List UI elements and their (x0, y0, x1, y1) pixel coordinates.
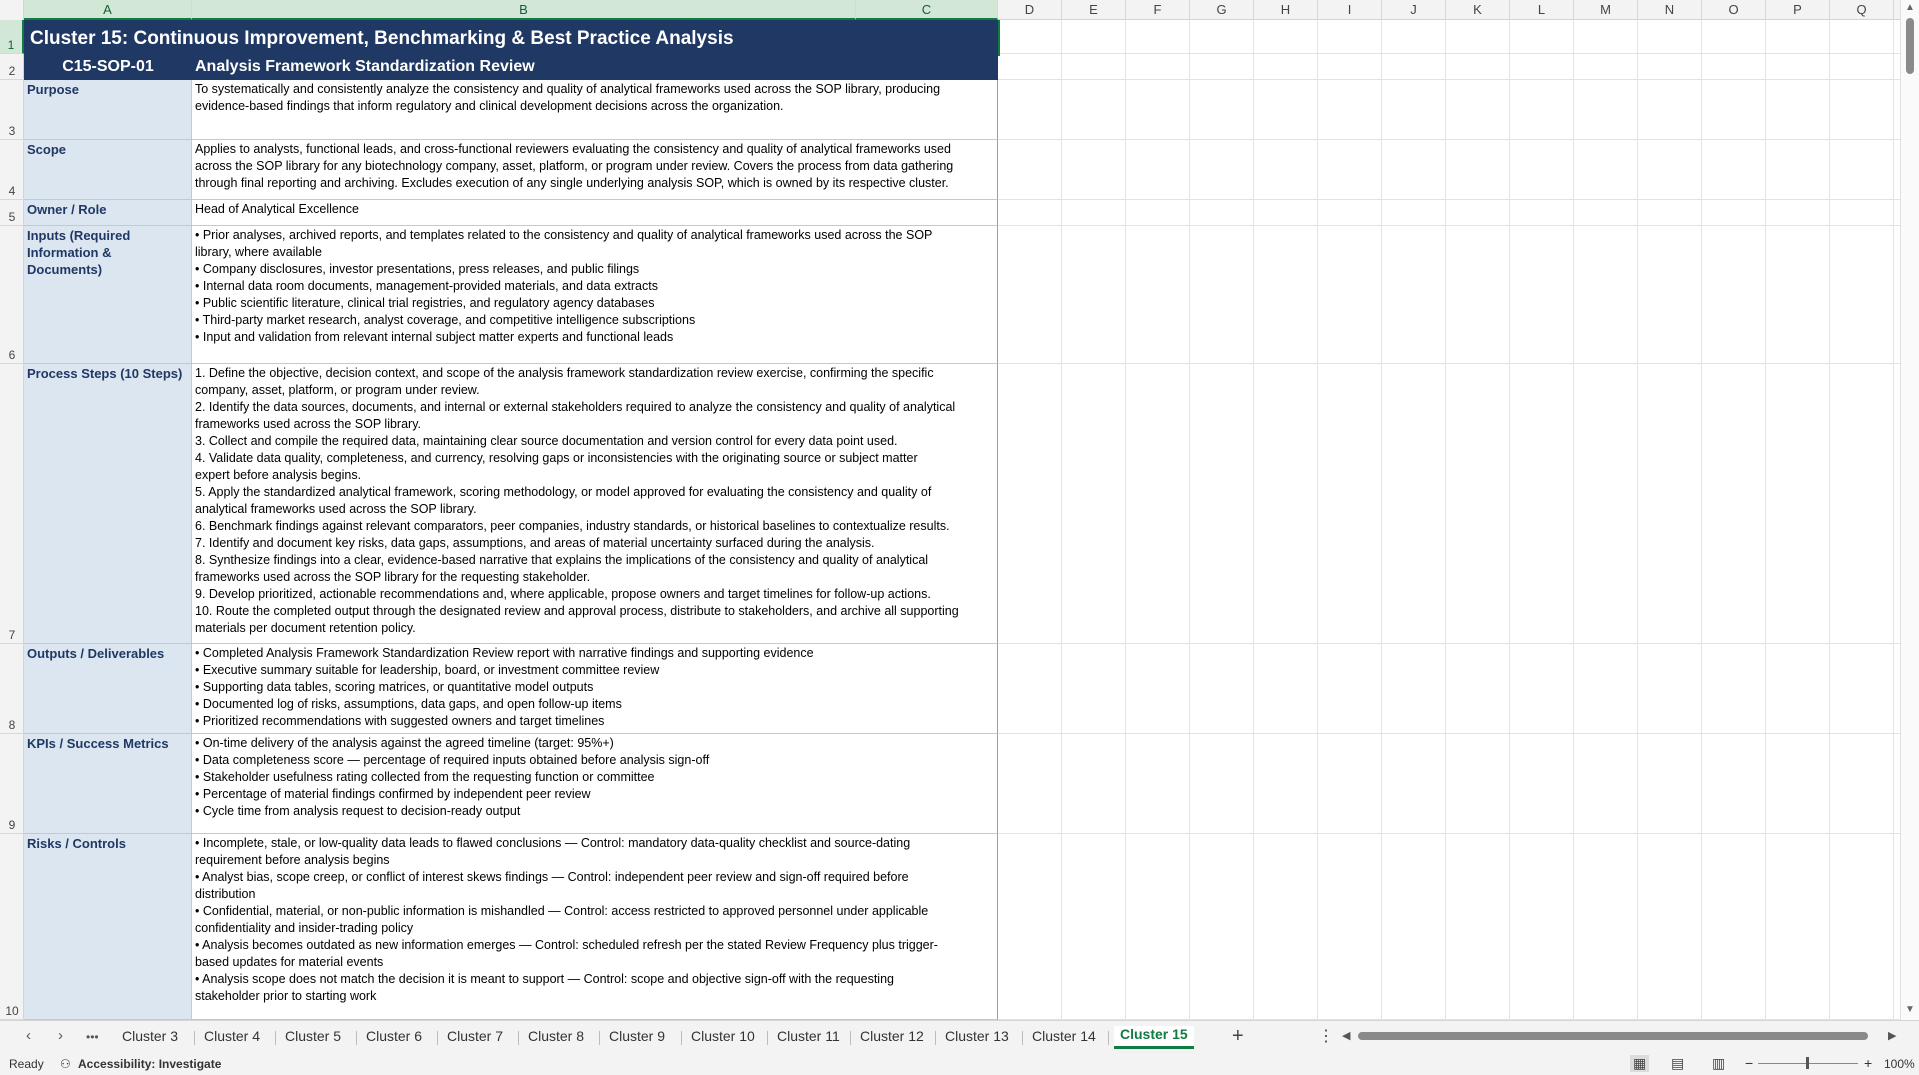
column-header-q[interactable]: Q (1830, 0, 1894, 20)
field-value-cell[interactable]: To systematically and consistently analyze the consistency and quality of analytical frameworks used across the SOP library, producing evidence-based findings that inform regulatory and clinical development decisions across the organization. (192, 80, 998, 140)
column-gridline (1445, 20, 1446, 1020)
column-gridline (1893, 20, 1894, 1020)
sheet-tab-cluster-14[interactable]: Cluster 14 (1032, 1028, 1096, 1044)
field-label-cell[interactable]: Owner / Role (24, 200, 192, 226)
page-break-view-icon[interactable]: ▥ (1712, 1055, 1726, 1071)
scroll-up-arrow-icon[interactable]: ▲ (1905, 2, 1915, 13)
vertical-scrollbar[interactable] (1900, 0, 1919, 1020)
column-header-o[interactable]: O (1702, 0, 1766, 20)
column-gridline (1701, 20, 1702, 1020)
field-label-cell[interactable]: Purpose (24, 80, 192, 140)
field-value-cell[interactable]: 1. Define the objective, decision context, and scope of the analysis framework standardization review exercise, confirming the specific company, asset, platform, or program under review. 2. Identify the data sources, documents, and internal or external stakeholders required to analyze the consistency and quality of analytical frameworks used across the SOP library. 3. Collect and compile the required data, maintaining clear source documentation and version control for every data point used. 4. Validate data quality, completeness, and currency, resolving gaps or inconsistencies with the originating source or subject matter expert before analysis begins. 5. Apply the standardized analytical framework, scoring methodology, or model approved for evaluating the consistency and quality of analytical frameworks used across the SOP library. 6. Benchmark findings against relevant comparators, peer companies, industry standards, or historical baselines to contextualize results. 7. Identify and document key risks, data gaps, assumptions, and areas of material uncertainty surfaced during the analysis. 8. Synthesize findings into a clear, evidence-based narrative that explains the implications of the consistency and quality of analytical frameworks used across the SOP library for the requesting stakeholder. 9. Develop prioritized, actionable recommendations and, where applicable, propose owners and target timelines for follow-up actions. 10. Route the completed output through the designated review and approval process, distribute to stakeholders, and archive all supporting materials per document retention policy. (192, 364, 998, 644)
row-header-3[interactable]: 3 (0, 80, 24, 140)
sheet-tab-cluster-12[interactable]: Cluster 12 (860, 1028, 924, 1044)
tab-separator (850, 1031, 851, 1045)
scroll-down-arrow-icon[interactable]: ▼ (1905, 1004, 1915, 1015)
field-label-cell[interactable]: Risks / Controls (24, 834, 192, 1020)
field-label-cell[interactable]: Outputs / Deliverables (24, 644, 192, 734)
tab-separator (275, 1031, 276, 1045)
add-sheet-button[interactable]: + (1232, 1025, 1244, 1047)
row-header-bar (0, 20, 24, 1020)
column-header-i[interactable]: I (1318, 0, 1382, 20)
tab-separator (599, 1031, 600, 1045)
status-bar (0, 1052, 1919, 1075)
column-gridline (1381, 20, 1382, 1020)
column-header-bar (0, 0, 1900, 20)
field-label-cell[interactable]: KPIs / Success Metrics (24, 734, 192, 834)
column-gridline (1765, 20, 1766, 1020)
column-header-f[interactable]: F (1126, 0, 1190, 20)
sheet-tab-cluster-4[interactable]: Cluster 4 (204, 1028, 261, 1044)
column-header-m[interactable]: M (1574, 0, 1638, 20)
horizontal-scrollbar[interactable] (1342, 1029, 1902, 1043)
column-gridline (1509, 20, 1510, 1020)
sheet-tab-cluster-13[interactable]: Cluster 13 (945, 1028, 1009, 1044)
column-gridline (1253, 20, 1254, 1020)
column-gridline (1189, 20, 1190, 1020)
vertical-scroll-thumb[interactable] (1906, 18, 1914, 74)
field-label-cell[interactable]: Scope (24, 140, 192, 200)
row-header-9[interactable]: 9 (0, 734, 24, 834)
sheet-tab-cluster-8[interactable]: Cluster 8 (528, 1028, 585, 1044)
column-gridline (1637, 20, 1638, 1020)
zoom-in-button[interactable]: + (1864, 1055, 1873, 1071)
sheet-tab-cluster-3[interactable]: Cluster 3 (122, 1028, 179, 1044)
column-gridline (1573, 20, 1574, 1020)
column-gridline (1061, 20, 1062, 1020)
tab-scroll-right-icon[interactable]: › (58, 1027, 63, 1044)
sheet-tab-cluster-11[interactable]: Cluster 11 (777, 1028, 840, 1044)
tab-separator (194, 1031, 195, 1045)
sheet-tab-cluster-5[interactable]: Cluster 5 (285, 1028, 342, 1044)
cell-grid[interactable] (24, 20, 1900, 1020)
row-header-1[interactable]: 1 (0, 20, 24, 54)
row-header-7[interactable]: 7 (0, 364, 24, 644)
scroll-right-arrow-icon[interactable]: ▶ (1888, 1030, 1897, 1042)
sop-id-cell[interactable]: C15-SOP-01 (24, 54, 192, 80)
scroll-left-arrow-icon[interactable]: ◀ (1342, 1030, 1351, 1042)
tab-separator (518, 1031, 519, 1045)
tab-separator (1108, 1031, 1109, 1045)
normal-view-icon[interactable]: ▦ (1630, 1055, 1649, 1072)
column-header-e[interactable]: E (1062, 0, 1126, 20)
tab-scroll-left-icon[interactable]: ‹ (26, 1027, 31, 1044)
row-header-5[interactable]: 5 (0, 200, 24, 226)
tab-separator (935, 1031, 936, 1045)
status-ready: Ready (9, 1057, 44, 1071)
field-label-cell[interactable]: Inputs (Required Information & Documents) (24, 226, 192, 364)
tab-options-icon[interactable]: ⋮ (1318, 1028, 1334, 1045)
zoom-out-button[interactable]: − (1745, 1055, 1754, 1071)
column-gridline (1317, 20, 1318, 1020)
column-header-c[interactable]: C (856, 0, 998, 20)
horizontal-scroll-thumb[interactable] (1358, 1032, 1868, 1040)
field-label-cell[interactable]: Process Steps (10 Steps) (24, 364, 192, 644)
sheet-tab-bar (0, 1020, 1919, 1052)
column-header-l[interactable]: L (1510, 0, 1574, 20)
column-header-k[interactable]: K (1446, 0, 1510, 20)
more-sheets-icon[interactable]: ••• (86, 1030, 99, 1044)
column-header-j[interactable]: J (1382, 0, 1446, 20)
sheet-tab-cluster-15[interactable]: Cluster 15 (1114, 1026, 1194, 1049)
column-header-b[interactable]: B (192, 0, 856, 20)
column-gridline (1829, 20, 1830, 1020)
sheet-tab-cluster-6[interactable]: Cluster 6 (366, 1028, 423, 1044)
page-layout-view-icon[interactable]: ▤ (1671, 1055, 1685, 1071)
tab-separator (681, 1031, 682, 1045)
field-value-cell[interactable]: • On-time delivery of the analysis against the agreed timeline (target: 95%+) • Data completeness score — percentage of required inputs obtained before analysis sign-off • Stakeholder usefulness rating collected from the requesting function or committee • Percentage of material findings confirmed by independent peer review • Cycle time from analysis request to decision-ready output (192, 734, 998, 834)
column-header-d[interactable]: D (998, 0, 1062, 20)
row-header-4[interactable]: 4 (0, 140, 24, 200)
tab-separator (437, 1031, 438, 1045)
sop-name-cell[interactable]: Analysis Framework Standardization Review (192, 54, 998, 80)
column-header-a[interactable]: A (24, 0, 192, 20)
sheet-tab-cluster-9[interactable]: Cluster 9 (609, 1028, 666, 1044)
field-value-cell[interactable]: • Incomplete, stale, or low-quality data leads to flawed conclusions — Control: mandatory data-quality checklist and source-dating requirement before analysis begins • Analyst bias, scope creep, or conflict of interest skews findings — Control: independent peer review and sign-off required before distribution • Confidential, material, or non-public information is mishandled — Control: access restricted to approved personnel under applicable confidentiality and insider-trading policy • Analysis becomes outdated as new information emerges — Control: scheduled refresh per the stated Review Frequency plus trigger- based updates for material events • Analysis scope does not match the decision it is meant to support — Control: scope and objective sign-off with the requesting stakeholder prior to starting work (192, 834, 998, 1020)
row-header-8[interactable]: 8 (0, 644, 24, 734)
column-gridline (1125, 20, 1126, 1020)
zoom-level[interactable]: 100% (1884, 1057, 1915, 1071)
field-value-cell[interactable]: Applies to analysts, functional leads, and cross-functional reviewers evaluating the consistency and quality of analytical frameworks used across the SOP library for any biotechnology company, asset, platform, or program under review. Covers the process from data gathering through final reporting and archiving. Excludes execution of any single underlying analysis SOP, which is owned by its respective cluster. (192, 140, 998, 200)
column-header-p[interactable]: P (1766, 0, 1830, 20)
field-value-cell[interactable]: Head of Analytical Excellence (192, 200, 998, 226)
field-value-cell[interactable]: • Completed Analysis Framework Standardization Review report with narrative findings and supporting evidence • Executive summary suitable for leadership, board, or investment committee review • Supporting data tables, scoring matrices, or quantitative model outputs • Documented log of risks, assumptions, data gaps, and open follow-up items • Prioritized recommendations with suggested owners and target timelines (192, 644, 998, 734)
column-header-g[interactable]: G (1190, 0, 1254, 20)
tab-separator (1022, 1031, 1023, 1045)
field-value-cell[interactable]: • Prior analyses, archived reports, and templates related to the consistency and quality of analytical frameworks used across the SOP library, where available • Company disclosures, investor presentations, press releases, and public filings • Internal data room documents, management-provided materials, and data extracts • Public scientific literature, clinical trial registries, and regulatory agency databases • Third-party market research, analyst coverage, and competitive intelligence subscriptions • Input and validation from relevant internal subject matter experts and functional leads (192, 226, 998, 364)
zoom-slider-handle[interactable] (1806, 1057, 1809, 1069)
column-header-h[interactable]: H (1254, 0, 1318, 20)
select-all-corner[interactable] (0, 0, 24, 20)
row-header-2[interactable]: 2 (0, 54, 24, 80)
sheet-tab-cluster-10[interactable]: Cluster 10 (691, 1028, 755, 1044)
row-header-10[interactable]: 10 (0, 834, 24, 1020)
column-header-n[interactable]: N (1638, 0, 1702, 20)
tab-separator (767, 1031, 768, 1045)
sheet-title-cell[interactable]: Cluster 15: Continuous Improvement, Benchmarking & Best Practice Analysis (24, 20, 998, 54)
row-header-6[interactable]: 6 (0, 226, 24, 364)
tab-separator (356, 1031, 357, 1045)
accessibility-icon[interactable]: ⚇ (60, 1057, 71, 1071)
sheet-tab-cluster-7[interactable]: Cluster 7 (447, 1028, 504, 1044)
accessibility-status[interactable]: Accessibility: Investigate (78, 1057, 222, 1071)
